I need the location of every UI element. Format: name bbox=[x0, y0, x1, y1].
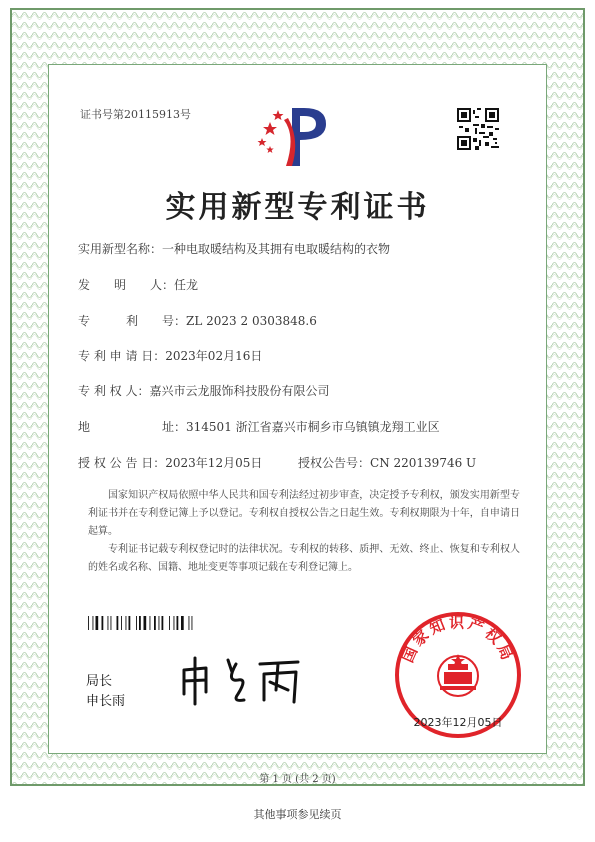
grant-date-row bbox=[78, 454, 262, 471]
seal-text: 国家知识产权局 bbox=[398, 613, 518, 666]
legal-status-paragraph: 专利证书记载专利权登记时的法律状况。专利权的转移、质押、无效、终止、恢复和专利权人的姓名或名称、国籍、地址变更等事项记载在专利登记簿上。 bbox=[88, 544, 520, 573]
signatory-title: 局长 bbox=[86, 674, 113, 689]
continuation-note: 其他事项参见续页 bbox=[253, 808, 342, 821]
patentee-row bbox=[78, 382, 329, 399]
grant-date-label: 授 权 公 告 日： bbox=[78, 456, 166, 470]
patentee-label: 专 利 权 人： bbox=[78, 384, 150, 398]
address-value: 314501 浙江省嘉兴市桐乡市乌镇镇龙翔工业区 bbox=[186, 420, 440, 434]
patent-no-row bbox=[78, 312, 317, 329]
patentee-value: 嘉兴市云龙服饰科技股份有限公司 bbox=[149, 384, 330, 398]
utility-name-row bbox=[78, 240, 390, 257]
utility-name-value: 一种电取暖结构及其拥有电取暖结构的衣物 bbox=[162, 242, 391, 256]
utility-name-label: 实用新型名称： bbox=[78, 242, 163, 256]
grant-date-value: 2023年12月05日 bbox=[165, 456, 263, 470]
grant-paragraph: 国家知识产权局依照中华人民共和国专利法经过初步审查，决定授予专利权，颁发实用新型专利证书并在专利登记簿上予以登记。专利权自授权公告之日起生效。专利权期限为十年，自申请日起算。 bbox=[88, 490, 520, 537]
filing-date-value: 2023年02月16日 bbox=[165, 349, 263, 363]
signatory-name: 申长雨 bbox=[86, 694, 126, 709]
qr-code bbox=[457, 108, 499, 150]
handwritten-signature bbox=[176, 650, 306, 710]
filing-date-label: 专 利 申 请 日： bbox=[78, 349, 166, 363]
cnipa-logo bbox=[256, 100, 346, 176]
inventor-row bbox=[78, 276, 198, 293]
patent-no-value: ZL 2023 2 0303848.6 bbox=[186, 314, 317, 328]
seal-date: 2023年12月05日 bbox=[413, 716, 503, 729]
address-row bbox=[78, 418, 440, 435]
certificate-number: 证书号第20115913号 bbox=[80, 108, 191, 121]
grant-no-label: 授权公告号： bbox=[298, 456, 371, 470]
barcode bbox=[88, 616, 238, 630]
grant-no-row bbox=[298, 454, 476, 471]
official-seal bbox=[393, 610, 523, 740]
inventor-label: 发 明 人： bbox=[78, 278, 175, 292]
patent-no-label: 专 利 号： bbox=[78, 314, 187, 328]
inventor-value: 任龙 bbox=[174, 278, 199, 292]
filing-date-row bbox=[78, 347, 262, 364]
page-number: 第 1 页 (共 2 页) bbox=[259, 774, 336, 785]
grant-no-value: CN 220139746 U bbox=[370, 456, 477, 470]
address-label: 地 址： bbox=[78, 420, 187, 434]
page-title: 实用新型专利证书 bbox=[165, 190, 430, 225]
